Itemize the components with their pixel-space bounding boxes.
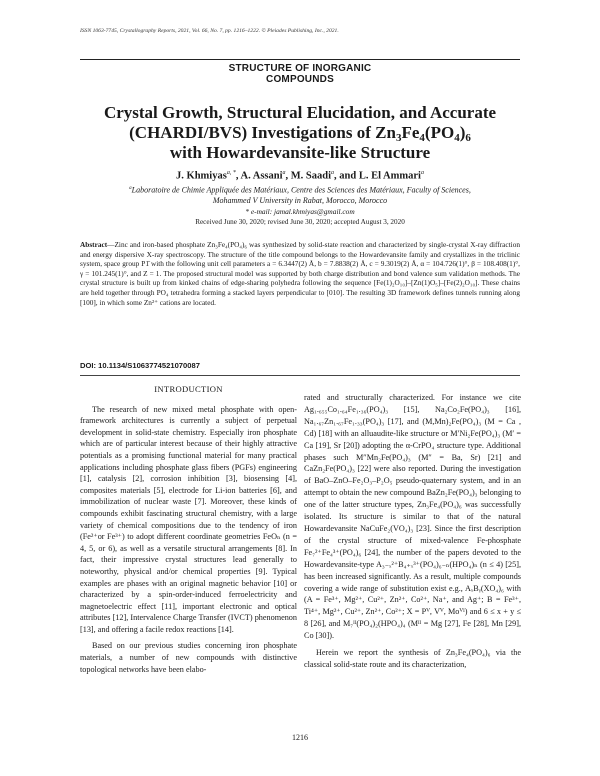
section-title-line2: COMPOUNDS bbox=[266, 74, 334, 85]
right-paragraph-2: Herein we report the synthesis of Zn₃Fe₄(PO₄)₆ via the classical solid-state route and its characterization, bbox=[304, 648, 521, 669]
section-title-line1: STRUCTURE OF INORGANIC bbox=[228, 63, 372, 74]
author-list: J. Khmiyas$^{a, *}$, A. Assani$^a$, M. Saadi$^a$, and L. El Ammari$^a$ bbox=[176, 170, 424, 182]
doi-link[interactable]: DOI: 10.1134/S1063774521070087 bbox=[80, 361, 200, 370]
journal-header: ISSN 1063-7745, Crystallography Reports, 2021, Vol. 66, No. 7, pp. 1216–1222. © Pleiades Publishing, Inc., 2021. bbox=[80, 28, 339, 34]
abstract bbox=[80, 240, 520, 307]
intro-paragraph-1: The research of new mixed metal phosphate with open-framework architectures is currently a subject of perpetual development in solid-state chemistry. Especially iron phosphate which are of particular interest because of their highly attractive potentials as a promising functional material for many practical applications including phosphate glass fibers (PGFs) engineering [1], catalysis [2], corrosion inhibition [3], biosensing [4], composites materials [5], electrode for Li-ion batteries [6], and immobilization of nuclear waste [7]. Moreover, these kinds of compounds exhibit fascinating structural chemistry, with a large variety of chemical compositions due to the tendency of iron (Fe²⁺or Fe³⁺) to adopt different coordinate geometries FeOₙ (n = 4, 5, or 6), as well as a versatile structural arrangements [8]. In fact, their impressive crystal structures lead generally to noteworthy, physical and/or chemical properties [9]. Typical examples are phases with an original magnetic behavior [10] or characterized by a spin-order-induced ferroelectricity and magnetoelectric effect [11], important electronic and optical attributes [12], Intervalence Charge Transfer (IVCT) phenomenon [13], and offering a facile redox reactions [14]. bbox=[80, 404, 297, 634]
left-column bbox=[80, 384, 297, 675]
affiliation: $^a$Laboratoire de Chimie Appliquée des Matériaux, Centre des Sciences des Matériaux, Faculty of Sciences, Mohammed V University in Rabat, Morocco, Morocco bbox=[129, 185, 471, 205]
right-column bbox=[304, 392, 521, 671]
title-line3: with Howardevansite-like Structure bbox=[169, 143, 431, 162]
page-number: 1216 bbox=[292, 733, 308, 742]
intro-paragraph-2: Based on our previous studies concerning iron phosphate materials, a number of new compounds with distinctive topological networks have been elabo- bbox=[80, 641, 297, 674]
title-line2: (CHARDI/BVS) Investigations of $Zn_3Fe_4(PO_4)_6$ bbox=[129, 123, 471, 144]
article-title bbox=[70, 103, 530, 163]
abstract-label: Abstract bbox=[80, 240, 108, 249]
intro-heading: INTRODUCTION bbox=[154, 384, 223, 394]
section-rule bbox=[80, 59, 520, 60]
abstract-text: —Zinc and iron-based phosphate Zn₃Fe₄(PO₄)₆ was synthesized by solid-state reaction and characterized by single-crystal X-ray diffraction and energy dispersive X-ray spectroscopy. The structure of the title compound belongs to the Howardevansite family and crystallizes in the triclinic system, space group P1̄ with the following unit cell parameters a = 6.3447(2) Å, b = 7.8838(2) Å, c = 9.3019(2) Å, α = 104.726(1)°, β = 108.408(1)°, γ = 101.245(1)°, and Z = 1. The proposed structural model was supported by both charge distribution and bond valence sum validation methods. The crystal structure is built up from kinked chains of edge-sharing polyhedra following the sequence [Fe(1)₂O₁₀]–[Zn(1)O₅]–[Fe(2)₂O₁₀]. These chains are held together through PO₄ tetrahedra forming a stacked layers perpendicular to [010]. The resulting 3D framework defines tunnels running along [100], in which some Zn²⁺ cations are located. bbox=[80, 240, 520, 307]
right-paragraph-1: rated and structurally characterized. For instance we cite Ag₁.₆₅₅Co₁.₆₄Fe₁.₃₆(PO₄)₃ [15], Na₂Co₂Fe(PO₄)₃ [16], Na₁.₆₇Zn₁.₆₇Fe₁.₃₃(PO₄)₃ [17], and (M,Mn)₂Fe(PO₄)₃ (M = Ca , Cd) [18] with an alluaudite-like structure or M′Ni₂Fe(PO₄)₃ (M′ = Ca [19], Sr [20]) adopting the α-CrPO₄ structure type. Additional phases such M″Mn₂Fe(PO₄)₃ (M″ = Ba, Sr) [21] and CaZn₂Fe(PO₄)₃ [22] were also reported. During the investigation of BaO–ZnO–Fe₂O₃–P₂O₅ pseudo-quaternary system, and in an attempt to obtain the new compound BaZn₂Fe(PO₄)₃ belonging to one of the latter structure types, Zn₃Fe₄(PO₄)₆ was successfully isolated. Its structure is similar to that of the natural Howardevansite NaCuFe₂(VO₄)₃ [23]. Since the first description of the crystal structure of mixed-valence Fe-phosphate Fe₇²⁺Fe₄³⁺(PO₄)₆ [24], the number of the papers devoted to the Howardevansite-type A₃₋ₓ²⁺B₄₊ₓ³⁺(PO₄)₆₋ₙ(HPO₄)ₙ (n ≤ 4) [25], has been increased significantly. As a result, multiple compounds covering a wide range of substitution exist e.g., AₓBᵧ(XO₄)₆ with (A = Fe³⁺, Mg²⁺, Cu²⁺, Zn²⁺, Co²⁺, Na⁺, and Ag⁺; B = Fe³⁺, Ti⁴⁺, Mg²⁺, Cu²⁺, Zn²⁺, Co²⁺; X = Pⱽ, Vⱽ, Moⱽᴵ) and 6 ≤ x + y ≤ 8 [26], and M₇ᴵᴵ(PO₄)₂(HPO₄)₄ (Mᴵᴵ = Mg [27], Fe [28], Mn [29], Co [30]). bbox=[304, 393, 521, 641]
author-email[interactable]: * e-mail: jamal.khmiyas@gmail.com bbox=[245, 207, 355, 216]
section-title bbox=[0, 63, 600, 85]
received-dates: Received June 30, 2020; revised June 30, 2020; accepted August 3, 2020 bbox=[195, 218, 405, 226]
doi-rule bbox=[80, 375, 520, 376]
title-line1: Crystal Growth, Structural Elucidation, and Accurate bbox=[103, 103, 497, 122]
